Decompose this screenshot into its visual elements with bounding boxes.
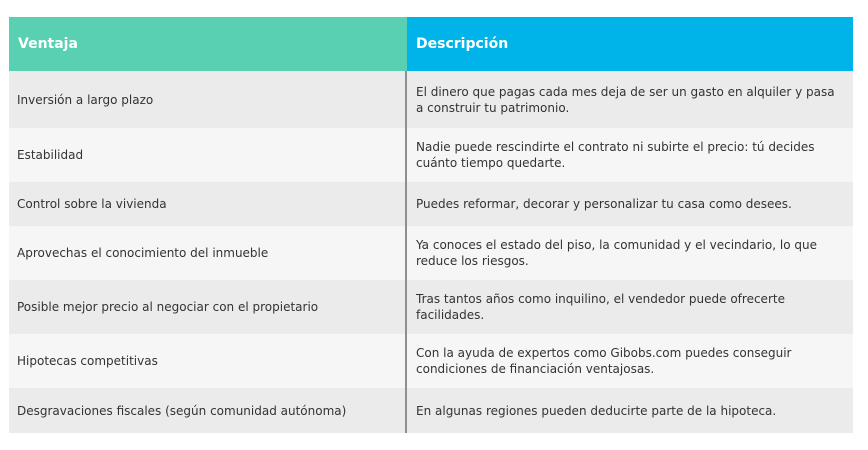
cell-descripcion: El dinero que pagas cada mes deja de ser un gasto en alquiler y pasa a construir tu patrimonio. <box>416 84 835 115</box>
table-header <box>9 17 853 71</box>
cell-ventaja: Desgravaciones fiscales (según comunidad autónoma) <box>9 388 407 433</box>
cell-descripcion: Con la ayuda de expertos como Gibobs.com puedes conseguir condiciones de financiación ventajosas. <box>416 346 792 376</box>
cell-ventaja: Aprovechas el conocimiento del inmueble <box>9 226 407 280</box>
header-ventaja: Ventaja <box>9 17 407 71</box>
cell-ventaja: Hipotecas competitivas <box>9 334 407 388</box>
cell-descripcion: Ya conoces el estado del piso, la comunidad y el vecindario, lo que reduce los riesgos. <box>416 238 817 268</box>
header-descripcion: Descripción <box>407 17 853 71</box>
advantages-table <box>9 17 853 433</box>
cell-ventaja: Posible mejor precio al negociar con el propietario <box>9 280 407 334</box>
cell-ventaja: Inversión a largo plazo <box>9 71 407 128</box>
table-row <box>9 182 853 226</box>
table-row <box>9 280 853 334</box>
cell-ventaja: Estabilidad <box>9 128 407 182</box>
cell-descripcion: Nadie puede rescindirte el contrato ni subirte el precio: tú decides cuánto tiempo quedarte. <box>416 140 815 170</box>
table-row <box>9 334 853 388</box>
cell-ventaja: Control sobre la vivienda <box>9 182 407 226</box>
cell-descripcion: En algunas regiones pueden deducirte parte de la hipoteca. <box>416 403 777 418</box>
cell-descripcion: Tras tantos años como inquilino, el vendedor puede ofrecerte facilidades. <box>416 292 785 322</box>
cell-descripcion: Puedes reformar, decorar y personalizar tu casa como desees. <box>416 197 792 211</box>
table-row <box>9 226 853 280</box>
table-row <box>9 388 853 433</box>
table-row <box>9 71 853 128</box>
table-row <box>9 128 853 182</box>
